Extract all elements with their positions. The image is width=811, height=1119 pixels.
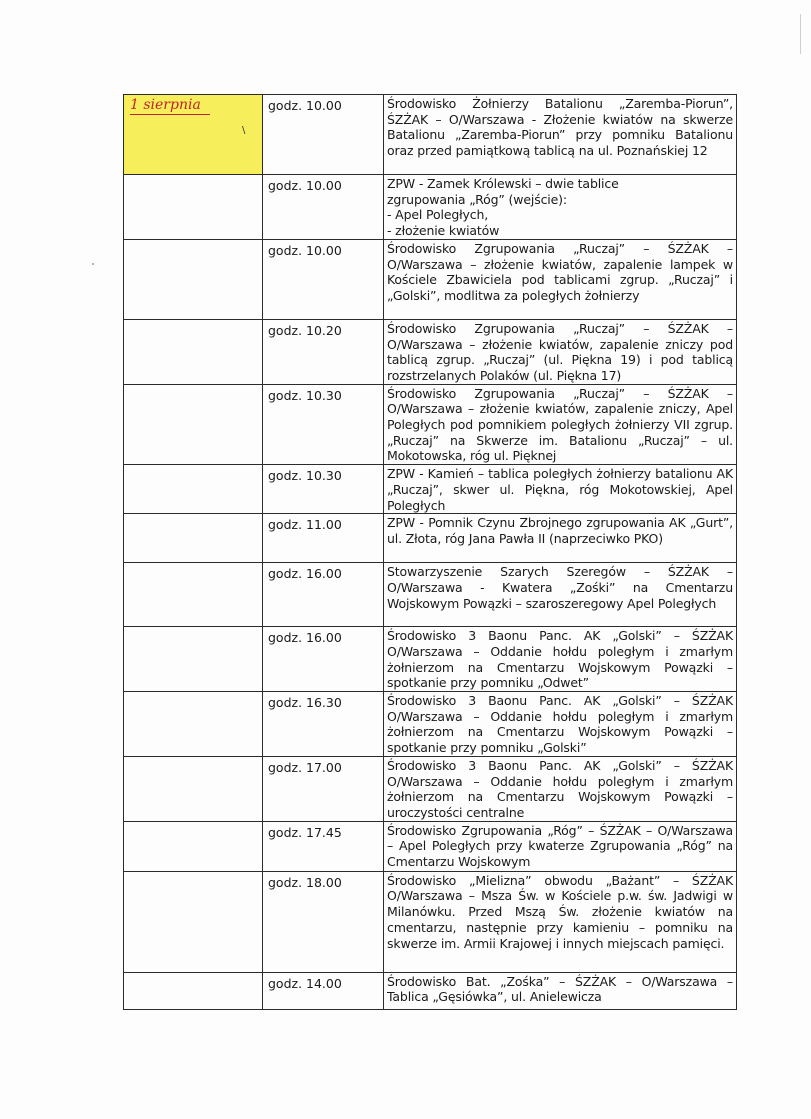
table-row	[124, 465, 737, 514]
event-time: godz. 16.00	[268, 630, 342, 646]
date-cell	[124, 972, 263, 1009]
description-cell	[384, 627, 737, 692]
description-cell	[384, 972, 737, 1009]
date-cell	[124, 175, 263, 240]
description-line: - złożenie kwiatów	[387, 223, 500, 239]
time-cell	[263, 756, 384, 821]
event-time: godz. 16.30	[268, 695, 342, 711]
event-time: godz. 10.00	[268, 178, 342, 193]
event-time: godz. 17.45	[268, 824, 342, 840]
event-description: Środowisko Zgrupowania „Róg” – ŚZŻAK – O/Warszawa – Apel Poległych przy kwaterze Zgrupowania „Róg” na Cmentarzu Wojskowym	[387, 822, 733, 870]
scan-speck	[92, 263, 94, 265]
table-row	[124, 95, 737, 175]
table-row	[124, 627, 737, 692]
description-line: ZPW - Zamek Królewski – dwie tablice	[387, 176, 619, 191]
event-time: godz. 17.00	[268, 759, 342, 775]
description-line: zgrupowania „Róg” (wejście):	[387, 191, 567, 207]
table-row	[124, 756, 737, 821]
event-time: godz. 10.00	[268, 98, 342, 113]
event-description: Środowisko 3 Baonu Panc. AK „Golski” – ŚZŻAK O/Warszawa – Oddanie hołdu poległym i zmarłym żołnierzom na Cmentarzu Wojskowym Powązki – spotkanie przy pomniku „Golski”	[387, 693, 733, 756]
date-cell	[124, 319, 263, 384]
time-cell	[263, 175, 384, 240]
date-cell	[124, 239, 263, 319]
description-cell	[384, 175, 737, 240]
time-cell	[263, 821, 384, 871]
event-description: ZPW - Kamień – tablica poległych żołnierzy batalionu AK „Ruczaj”, skwer ul. Piękna, róg Mokotowskiej, Apel Poległych	[387, 466, 733, 513]
description-cell	[384, 821, 737, 871]
time-cell	[263, 95, 384, 175]
schedule-table	[123, 94, 737, 1010]
date-cell	[124, 821, 263, 871]
date-cell	[124, 95, 263, 175]
table-row	[124, 384, 737, 465]
table-row	[124, 563, 737, 627]
event-description: Środowisko Bat. „Zośka” – ŚZŻAK – O/Warszawa – Tablica „Gęsiówka”, ul. Anielewicza	[387, 973, 733, 1005]
table-row	[124, 871, 737, 972]
table-row	[124, 239, 737, 319]
event-time: godz. 10.30	[268, 387, 342, 403]
table-row	[124, 514, 737, 563]
scan-speck	[800, 14, 801, 54]
description-cell	[384, 384, 737, 465]
table-row	[124, 175, 737, 240]
time-cell	[263, 972, 384, 1009]
event-time: godz. 11.00	[268, 517, 342, 533]
time-cell	[263, 319, 384, 384]
event-time: godz. 18.00	[268, 874, 342, 890]
date-cell	[124, 563, 263, 627]
description-cell	[384, 239, 737, 319]
event-time: godz. 10.30	[268, 468, 342, 484]
time-cell	[263, 627, 384, 692]
event-description: Środowisko „Mielizna” obwodu „Bażant” – ŚZŻAK O/Warszawa – Msza Św. w Kościele p.w. św. Jadwigi w Milanówku. Przed Mszą Św. złożenie kwiatów na cmentarzu, następnie przy kamieniu – pomniku na skwerze im. Armii Krajowej i innych miejscach pamięci.	[387, 872, 733, 951]
time-cell	[263, 514, 384, 563]
description-cell	[384, 319, 737, 384]
event-time: godz. 14.00	[268, 975, 342, 991]
table-row	[124, 692, 737, 757]
date-cell	[124, 465, 263, 514]
description-cell	[384, 563, 737, 627]
description-cell	[384, 692, 737, 757]
event-description: Środowisko Zgrupowania „Ruczaj” – ŚZŻAK – O/Warszawa – złożenie kwiatów, zapalenie lampek w Kościele Zbawiciela pod tablicami zgrup. „Ruczaj” i „Golski”, modlitwa za poległych żołnierzy	[387, 240, 733, 303]
table-row	[124, 821, 737, 871]
description-cell	[384, 95, 737, 175]
table-row	[124, 972, 737, 1009]
time-cell	[263, 871, 384, 972]
event-time: godz. 16.00	[268, 566, 342, 582]
time-cell	[263, 563, 384, 627]
date-cell	[124, 692, 263, 757]
event-description: ZPW - Pomnik Czynu Zbrojnego zgrupowania AK „Gurt”, ul. Złota, róg Jana Pawła II (naprzeciwko PKO)	[387, 515, 733, 546]
event-description: Stowarzyszenie Szarych Szeregów – ŚZŻAK – O/Warszawa - Kwatera „Zośki” na Cmentarzu Wojskowym Powązki – szaroszeregowy Apel Poległych	[387, 564, 733, 611]
event-description: Środowisko Zgrupowania „Ruczaj” – ŚZŻAK – O/Warszawa – złożenie kwiatów, zapalenie zniczy, Apel Poległych pod pomnikiem poległych żołnierzy VII zgrup. „Ruczaj” na Skwerze im. Batalionu „Ruczaj” – ul. Mokotowska, róg ul. Pięknej	[387, 385, 733, 464]
event-description: Środowisko 3 Baonu Panc. AK „Golski” – ŚZŻAK O/Warszawa – Oddanie hołdu poległym i zmarłym żołnierzom na Cmentarzu Wojskowym Powązki – uroczystości centralne	[387, 757, 733, 820]
table-row	[124, 319, 737, 384]
date-cell	[124, 756, 263, 821]
event-time: godz. 10.20	[268, 322, 342, 338]
event-description: Środowisko 3 Baonu Panc. AK „Golski” – ŚZŻAK O/Warszawa – Oddanie hołdu poległym i zmarłym żołnierzom na Cmentarzu Wojskowym Powązki – spotkanie przy pomniku „Odwet”	[387, 628, 733, 691]
description-line: - Apel Poległych,	[387, 207, 489, 223]
event-description: Środowisko Żołnierzy Batalionu „Zaremba-Piorun”, ŚZŻAK – O/Warszawa - Złożenie kwiatów na skwerze Batalionu „Zaremba-Piorun” przy pomniku Batalionu oraz przed pamiątkową tablicą na ul. Poznańskiej 12	[387, 96, 733, 159]
event-time: godz. 10.00	[268, 242, 342, 258]
date-cell	[124, 514, 263, 563]
time-cell	[263, 465, 384, 514]
description-cell	[384, 465, 737, 514]
time-cell	[263, 239, 384, 319]
time-cell	[263, 384, 384, 465]
event-description	[384, 175, 736, 239]
description-cell	[384, 756, 737, 821]
date-cell	[124, 627, 263, 692]
time-cell	[263, 692, 384, 757]
date-cell	[124, 871, 263, 972]
date-cell	[124, 384, 263, 465]
date-label: 1 sierpnia	[130, 97, 201, 113]
description-cell	[384, 871, 737, 972]
date-underline	[130, 114, 210, 115]
pen-mark: \	[242, 125, 246, 136]
event-description: Środowisko Zgrupowania „Ruczaj” – ŚZŻAK – O/Warszawa – złożenie kwiatów, zapalenie zniczy pod tablicą zgrup. „Ruczaj” (ul. Piękna 19) i pod tablicą rozstrzelanych Polaków (ul. Piękna 17)	[387, 320, 733, 383]
description-cell	[384, 514, 737, 563]
